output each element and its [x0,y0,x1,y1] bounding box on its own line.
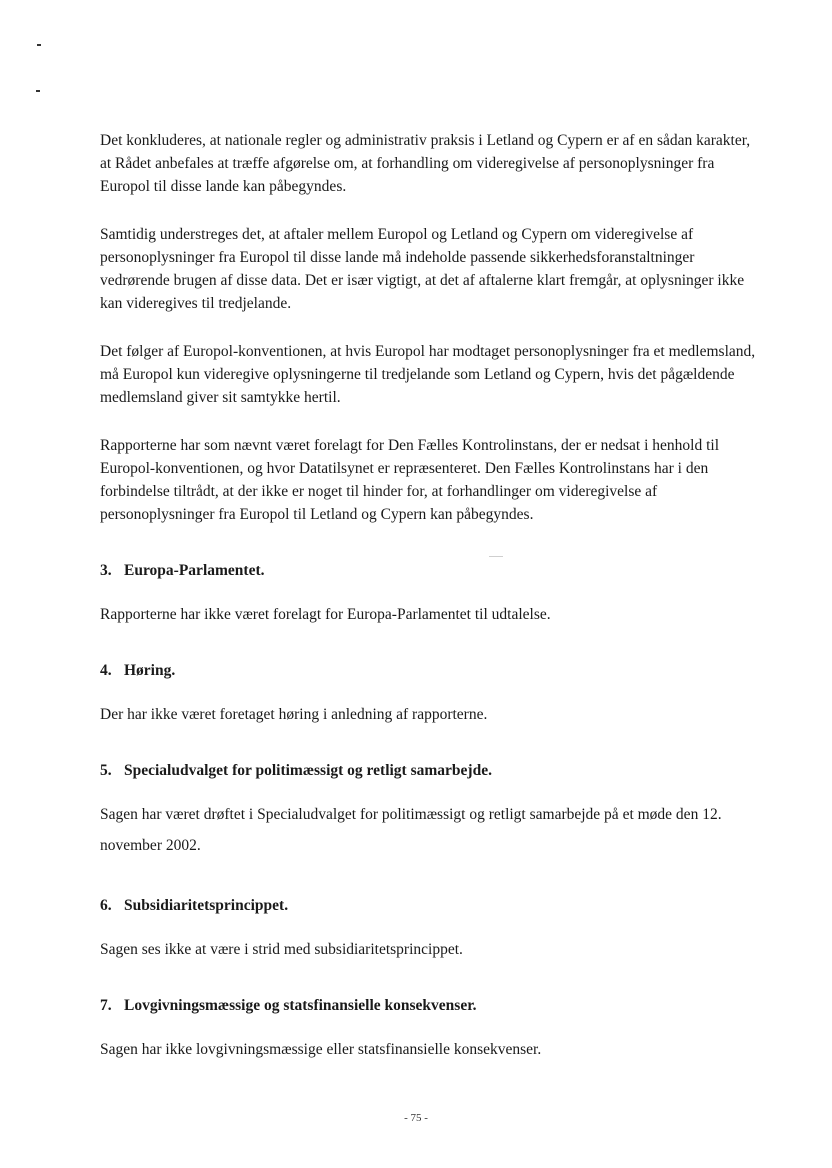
section-text-4: Der har ikke været foretaget høring i anledning af rapporterne. [100,706,488,723]
section-title: Høring. [124,662,176,679]
section-title: Europa-Parlamentet. [124,562,265,579]
scan-mark [37,44,41,46]
section-number: 3. [100,562,112,579]
section-title: Lovgivningsmæssige og statsfinansielle konsekvenser. [124,997,477,1014]
section-number: 7. [100,997,112,1014]
section-heading-4 [100,659,760,682]
paragraph-safeguards: Samtidig understreges det, at aftaler mellem Europol og Letland og Cypern om videregivelse af personoplysninger fra Europol til disse lande må indeholde passende sikkerhedsforanstaltninger vedrørende brugen af disse data. Det er især vigtigt, at det af aftalerne klart fremgår, at oplysninger ikke kan videregives til tredjelande. [100,226,745,312]
section-heading-3 [100,559,760,582]
scan-mark [36,90,40,92]
section-number: 6. [100,897,112,914]
section-text-6: Sagen ses ikke at være i strid med subsidiaritetsprincippet. [100,941,463,958]
section-text-7: Sagen har ikke lovgivningsmæssige eller statsfinansielle konsekvenser. [100,1041,542,1058]
section-text-3: Rapporterne har ikke været forelagt for Europa-Parlamentet til udtalelse. [100,606,551,623]
section-number: 4. [100,662,112,679]
section-heading-6 [100,894,760,917]
section-title: Specialudvalget for politimæssigt og retligt samarbejde. [124,762,492,779]
page-number: - 75 - [404,1112,428,1124]
section-text-5: Sagen har været drøftet i Specialudvalget for politimæssigt og retligt samarbejde på et møde den 12. november 2002. [100,806,722,854]
paragraph-control-authority: Rapporterne har som nævnt været forelagt for Den Fælles Kontrolinstans, der er nedsat i henhold til Europol-konventionen, og hvor Datatilsynet er repræsenteret. Den Fælles Kontrolinstans har i den forbindelse tiltrådt, at der ikke er noget til hinder for, at forhandlinger om videregivelse af personoplysninger fra Europol til Letland og Cypern kan påbegyndes. [100,437,720,523]
section-heading-7 [100,994,760,1017]
paragraph-consent: Det følger af Europol-konventionen, at hvis Europol har modtaget personoplysninger fra et medlemsland, må Europol kun videregive oplysningerne til tredjelande som Letland og Cypern, hvis det pågældende medlemsland giver sit samtykke hertil. [100,343,756,406]
paragraph-conclusion: Det konkluderes, at nationale regler og administrativ praksis i Letland og Cypern er af en sådan karakter, at Rådet anbefales at træffe afgørelse om, at forhandling om videregivelse af personoplysninger fra Europol til disse lande kan påbegyndes. [100,132,751,195]
section-number: 5. [100,762,112,779]
document-body [100,129,760,1061]
section-title: Subsidiaritetsprincippet. [124,897,289,914]
section-heading-5 [100,759,760,782]
